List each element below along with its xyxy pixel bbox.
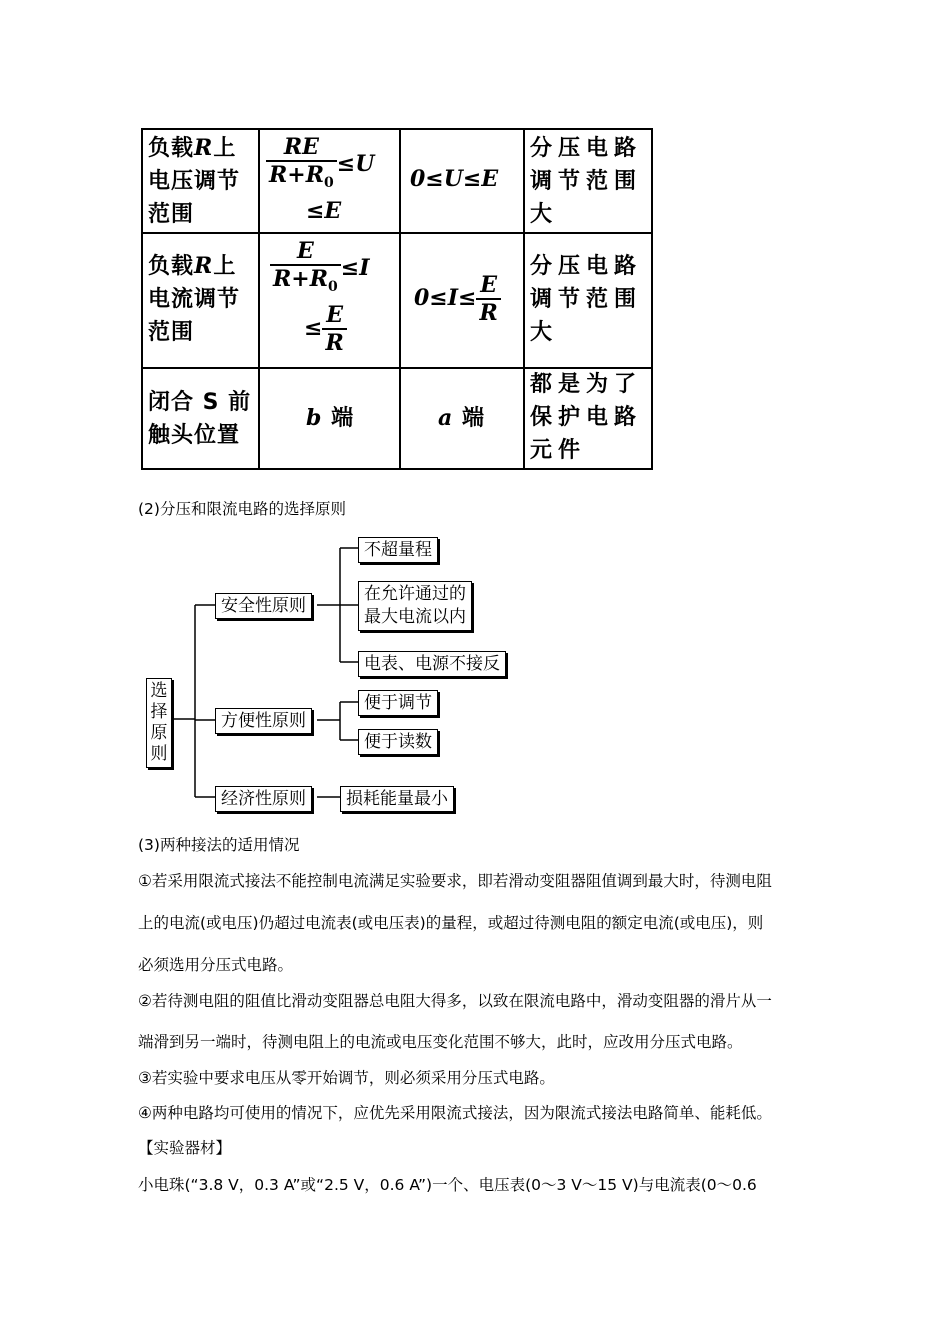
item-easy-read: 便于读数 — [358, 729, 438, 755]
paragraph-line: 必须选用分压式电路。 — [138, 956, 294, 974]
table-row-note: 分压电路 调节范围 大 — [530, 136, 643, 227]
current-range-full: 0≤I≤ $\frac{E}{R}$ — [414, 272, 501, 326]
paragraph-line: ①若采用限流式接法不能控制电流满足实验要求，即若滑动变阻器阻值调到最大时，待测电阻 — [138, 872, 772, 890]
item-easy-adjust: 便于调节 — [358, 690, 438, 716]
section-heading: (3)两种接法的适用情况 — [138, 836, 300, 854]
item-no-reverse-connection: 电表、电源不接反 — [358, 651, 506, 677]
table-row-label: 负载R上 电流调节 范围 — [148, 253, 241, 345]
economy-principle-box: 经济性原则 — [215, 786, 312, 812]
voltage-range-full: 0≤U≤E — [410, 166, 499, 192]
paragraph-line: ②若待测电阻的阻值比滑动变阻器总电阻大得多，以致在限流电路中，滑动变阻器的滑片从一 — [138, 992, 772, 1010]
item-within-max-current: 在允许通过的 最大电流以内 — [358, 581, 472, 631]
paragraph-line: 上的电流(或电压)仍超过电流表(或电压表)的量程，或超过待测电阻的额定电流(或电压)，则 — [138, 914, 764, 932]
table-row-label: 负载R上 电压调节 范围 — [148, 135, 241, 227]
item-min-energy-loss: 损耗能量最小 — [340, 786, 454, 812]
current-range-expression: $\frac{E}{R+R_0}$ ≤I ≤ $\frac{E}{R}$ — [270, 238, 370, 356]
convenience-principle-box: 方便性原则 — [215, 708, 312, 734]
table-row-note: 都是为了 保护电路 元件 — [530, 372, 643, 463]
equipment-text: 小电珠(“3.8 V，0.3 A”或“2.5 V，0.6 A”)一个、电压表(0～3 V～15 V)与电流表(0～0.6 — [138, 1176, 757, 1194]
paragraph-line: 端滑到另一端时，待测电阻上的电流或电压变化范围不够大，此时，应改用分压式电路。 — [138, 1033, 743, 1051]
paragraph-line: ③若实验中要求电压从零开始调节，则必须采用分压式电路。 — [138, 1069, 555, 1087]
slider-position-a: a 端 — [438, 405, 485, 431]
equipment-heading: 【实验器材】 — [138, 1139, 232, 1157]
section-heading: (2)分压和限流电路的选择原则 — [138, 500, 346, 518]
item-no-overrange: 不超量程 — [358, 537, 438, 563]
slider-position-b: b 端 — [306, 405, 355, 431]
paragraph-line: ④两种电路均可使用的情况下，应优先采用限流式接法，因为限流式接法电路简单、能耗低。 — [138, 1104, 772, 1122]
safety-principle-box: 安全性原则 — [215, 593, 312, 619]
table-row-label: 闭合 S 前 触头位置 — [148, 390, 252, 448]
voltage-range-expression: $\frac{RE}{R+R_0}$ ≤U ≤E — [266, 134, 374, 224]
table-row-note: 分压电路 调节范围 大 — [530, 254, 643, 345]
root-box-select-principle: 选 择 原 则 — [146, 678, 172, 768]
